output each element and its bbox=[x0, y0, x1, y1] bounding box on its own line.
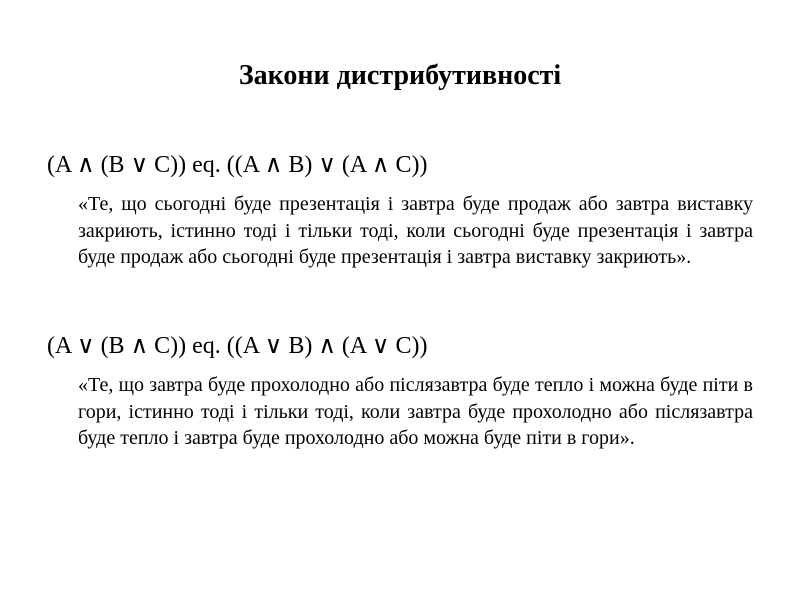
distributivity-formula-disjunction: (A ∨ (B ∧ C)) eq. ((A ∨ B) ∧ (A ∨ C)) bbox=[47, 333, 428, 359]
distributivity-formula-conjunction: (A ∧ (B ∨ C)) eq. ((A ∧ B) ∨ (A ∧ C)) bbox=[47, 152, 428, 178]
example-quote-disjunction: «Те, що завтра буде прохолодно або післязавтра буде тепло і можна буде піти в гори, істинно тоді і тільки тоді, коли завтра буде прохолодно або післязавтра буде тепло і завтра буде прохолодно або можна буде піти в гори». bbox=[78, 374, 753, 449]
slide-title: Закони дистрибутивності bbox=[238, 60, 562, 91]
example-quote-conjunction: «Те, що сьогодні буде презентація і завтра буде продаж або завтра виставку закриють, істинно тоді і тільки тоді, коли сьогодні буде презентація і завтра буде продаж або сьогодні буде презентація і завтра виставку закриють». bbox=[78, 193, 753, 268]
